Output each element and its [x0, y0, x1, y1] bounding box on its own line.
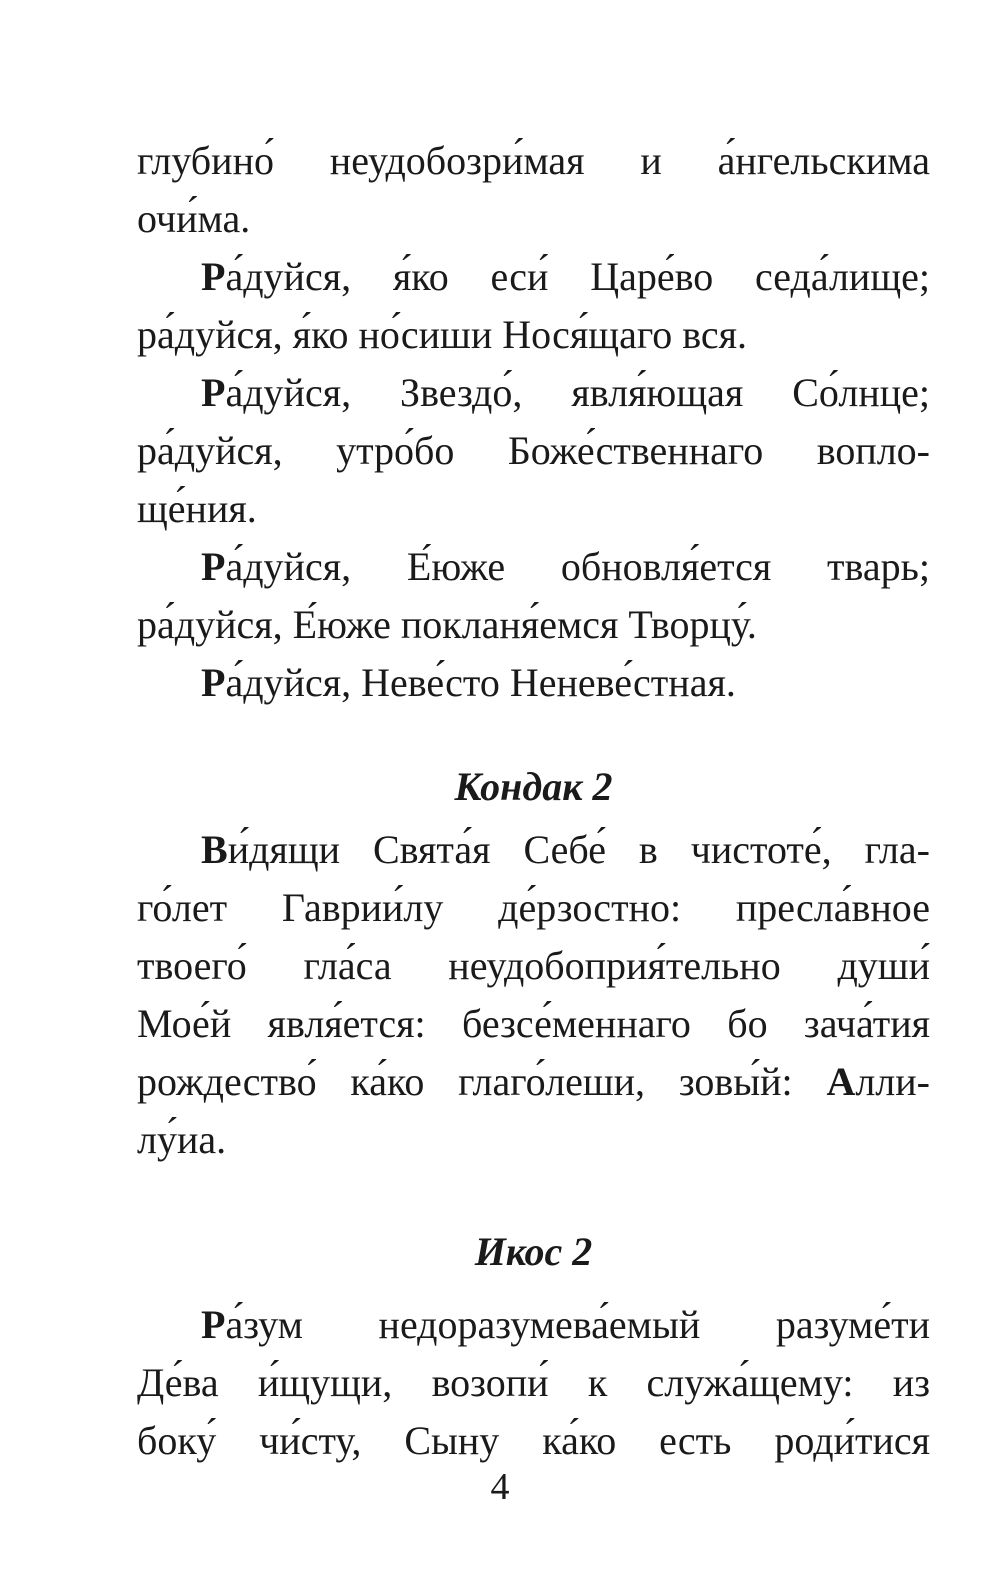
- text-line: лу́иа.: [137, 1117, 227, 1162]
- bold-initial: А: [826, 1059, 856, 1104]
- text-line: Де́ва и́щущи, возопи́ к служа́щему: из: [137, 1360, 930, 1405]
- chairetismos-line: Ра́дуйся, Неве́сто Неневе́стная.: [201, 660, 736, 705]
- spacer: [137, 712, 930, 758]
- chairetismos-line: Ра́дуйся, Звездо́, явля́ющая Со́лнце;: [201, 370, 930, 415]
- text-line: го́лет Гаврии́лу де́рзостно: пресла́вное: [137, 885, 930, 930]
- bold-initial: Р: [201, 370, 226, 415]
- chairetismos-line: Ра́дуйся, я́ко еси́ Царе́во седа́лище;: [201, 254, 930, 299]
- text-line: ра́дуйся, я́ко но́сиши Нося́щаго вся.: [137, 312, 748, 357]
- text-line: ще́ния.: [137, 486, 257, 531]
- text-body: [137, 132, 930, 1470]
- text-line: глубино́ неудобозри́мая и а́нгельскима: [137, 138, 930, 183]
- text-line: боку́ чи́сту, Сыну ка́ко есть роди́тися: [137, 1418, 930, 1463]
- text-line: Ви́дящи Свята́я Себе́ в чистоте́, гла-: [201, 827, 930, 872]
- section-heading: Кондак 2: [454, 764, 613, 809]
- text-line: Мое́й явля́ется: безсе́меннаго бо зача́тия: [137, 1001, 930, 1046]
- chairetismos-line: Ра́дуйся, Е́юже обновля́ется тварь;: [201, 544, 930, 589]
- bold-initial: Р: [201, 1302, 226, 1347]
- bold-initial: Р: [201, 660, 226, 705]
- text-line: рождество́ ка́ко глаго́леши, зовы́й: Алли-: [137, 1059, 930, 1104]
- bold-initial: В: [201, 827, 228, 872]
- text-line: ра́дуйся, Е́юже покланя́емся Творцу́.: [137, 602, 757, 647]
- bold-initial: Р: [201, 254, 226, 299]
- text-line: ра́дуйся, утро́бо Боже́ственнаго вопло-: [137, 428, 930, 473]
- text-line: твоего́ гла́са неудобоприя́тельно души́: [137, 943, 930, 988]
- section-heading: Икос 2: [474, 1229, 593, 1274]
- spacer: [137, 1169, 930, 1223]
- page-number: 4: [490, 1466, 510, 1508]
- text-line: Ра́зум недоразумева́емый разуме́ти: [201, 1302, 930, 1347]
- text-line: очи́ма.: [137, 196, 251, 241]
- bold-initial: Р: [201, 544, 226, 589]
